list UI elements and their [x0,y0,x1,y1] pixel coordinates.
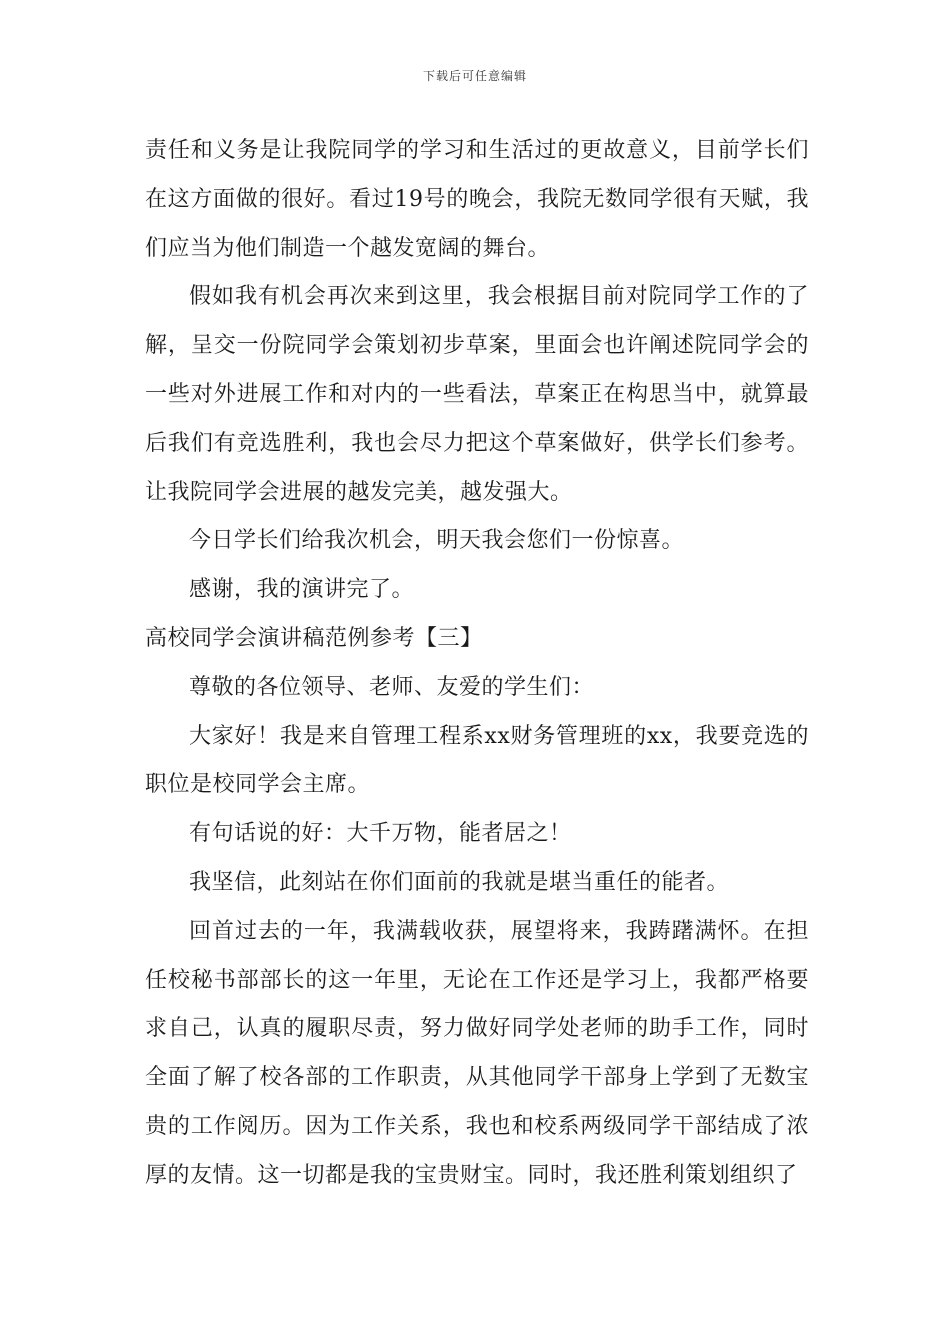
section-heading: 高校同学会演讲稿范例参考【三】 [145,625,483,651]
paragraph-intro: 大家好！我是来自管理工程系xx财务管理班的xx，我要竞选的职位是校同学会主席。 [145,723,809,798]
paragraph-4: 感谢，我的演讲完了。 [189,577,415,603]
paragraph-review: 回首过去的一年，我满载收获，展望将来，我踌躇满怀。在担任校秘书部部长的这一年里，无论在工作还是学习上，我都严格要求自己，认真的履职尽责，努力做好同学处老师的助手工作，同时全面了解了校各部的工作职责，从其他同学干部身上学到了无数宝贵的工作阅历。因为工作关系，我也和校系两级同学干部结成了浓厚的友情。这一切都是我的宝贵财宝。同时，我还胜利策划组织了 [145,918,809,1188]
paragraph-2: 假如我有机会再次来到这里，我会根据目前对院同学工作的了解，呈交一份院同学会策划初步草案，里面会也许阐述院同学会的一些对外进展工作和对内的一些看法，草案正在构思当中，就算最后我们有竞选胜利，我也会尽力把这个草案做好，供学长们参考。让我院同学会进展的越发完美，越发强大。 [145,284,809,505]
paragraph-saying: 有句话说的好：大千万物，能者居之！ [189,821,572,847]
paragraph-greeting: 尊敬的各位领导、老师、友爱的学生们： [189,674,595,700]
paragraph-3: 今日学长们给我次机会，明天我会您们一份惊喜。 [189,528,685,554]
paragraph-belief: 我坚信，此刻站在你们面前的我就是堪当重任的能者。 [189,869,730,895]
page-header-note: 下载后可任意编辑 [422,69,527,83]
paragraph-1: 责任和义务是让我院同学的学习和生活过的更故意义，目前学长们在这方面做的很好。看过19号的晚会，我院无数同学很有天赋，我们应当为他们制造一个越发宽阔的舞台。 [145,138,809,261]
document-body [145,127,809,1201]
